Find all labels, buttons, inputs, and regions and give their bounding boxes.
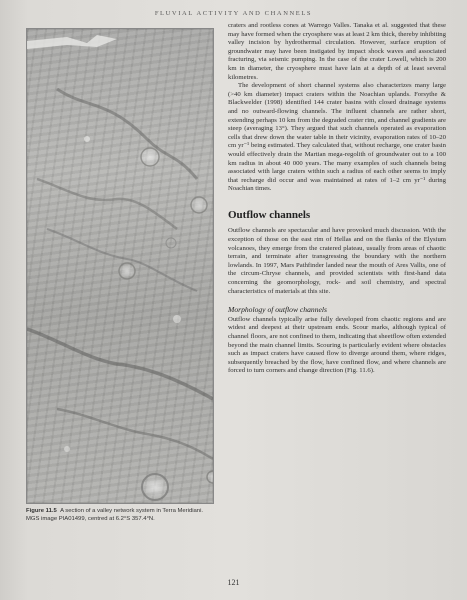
figure-caption-text: A section of a valley network system in Terra Meridiani. MGS image PIA01499, centred at 6.2°S 357.4°N. — [26, 508, 204, 522]
paragraph: The development of short channel systems also characterizes many large (>40 km diameter) impact craters within the Noachian uplands. Forsythe & Blackwelder (1998) identified 144 crater basins with closed drainage systems and no outward-flowing channels. The influent channels are rather short, extending perhaps 10 km from the degraded crater rim, and channel gradients are steep (averaging 13°). They argued that such channels operated as evaporation cells that drew down the water table in their vicinity, evaporation rates of 10–20 cm yr⁻¹ being estimated. They calculated that, without recharge, one crater basin would effectively drain the Martian mega-regolith of groundwater out to a 100 km radius in about 40 000 years. The many examples of such channels being associated with large craters within such a radius of each other seems to imply that recharge did occur and was maintained at rates of 1–2 cm yr⁻¹ during Noachian times. — [228, 82, 446, 193]
paragraph: craters and rootless cones at Warrego Valles. Tanaka et al. suggested that these may have formed when the cryosphere was at least 2 km thick, thereby inhibiting valley incision by hydrothermal circulation. However, surface eruption of groundwater may have been instigated by impact shock waves and associated fracturing, via seismic pumping. In the case of the crater Lowell, which is 200 km in diameter, the cryosphere must have lain at a depth of at least several kilometres. — [228, 22, 446, 81]
page-number: 121 — [227, 578, 240, 587]
figure-image-valley-network — [26, 28, 214, 504]
section-heading-outflow-channels: Outflow channels — [228, 208, 311, 221]
subsection-heading-morphology: Morphology of outflow channels — [228, 305, 327, 315]
figure-terrain-illustration — [27, 29, 213, 503]
figure-caption-label: Figure 11.5 — [26, 508, 57, 514]
paragraph: Outflow channels are spectacular and have provoked much discussion. With the exception of those on the east rim of Hellas and on the flanks of the Elysium volcanoes, they emerge from the cratered plateau, usually from areas of chaotic terrain, and terminate after transgressing the boundary with the northern lowlands. In 1997, Mars Pathfinder landed near the mouth of Ares Vallis, one of the circum-Chryse channels, and provided scientists with first-hand data concerning the geomorphology, rock- and soil chemistry, and spectral characteristics of materials at this site. — [228, 227, 446, 295]
running-head: FLUVIAL ACTIVITY AND CHANNELS — [154, 10, 313, 17]
paragraph: Outflow channels typically arise fully developed from chaotic regions and are widest and deepest at their upstream ends. Scour marks, although typical of channel floors, are not confined to them, indicating that sheetflow often extended beyond the main channel limits. Scouring is particularly evident where obstacles such as impact craters have caused flow to diverge around them, where ridges, subsequently breached by the flow, have confined flow, and where channels are forced to turn corners and change direction (Fig. 11.6). — [228, 315, 446, 375]
figure-caption — [26, 508, 216, 523]
body-text-column — [228, 22, 446, 376]
